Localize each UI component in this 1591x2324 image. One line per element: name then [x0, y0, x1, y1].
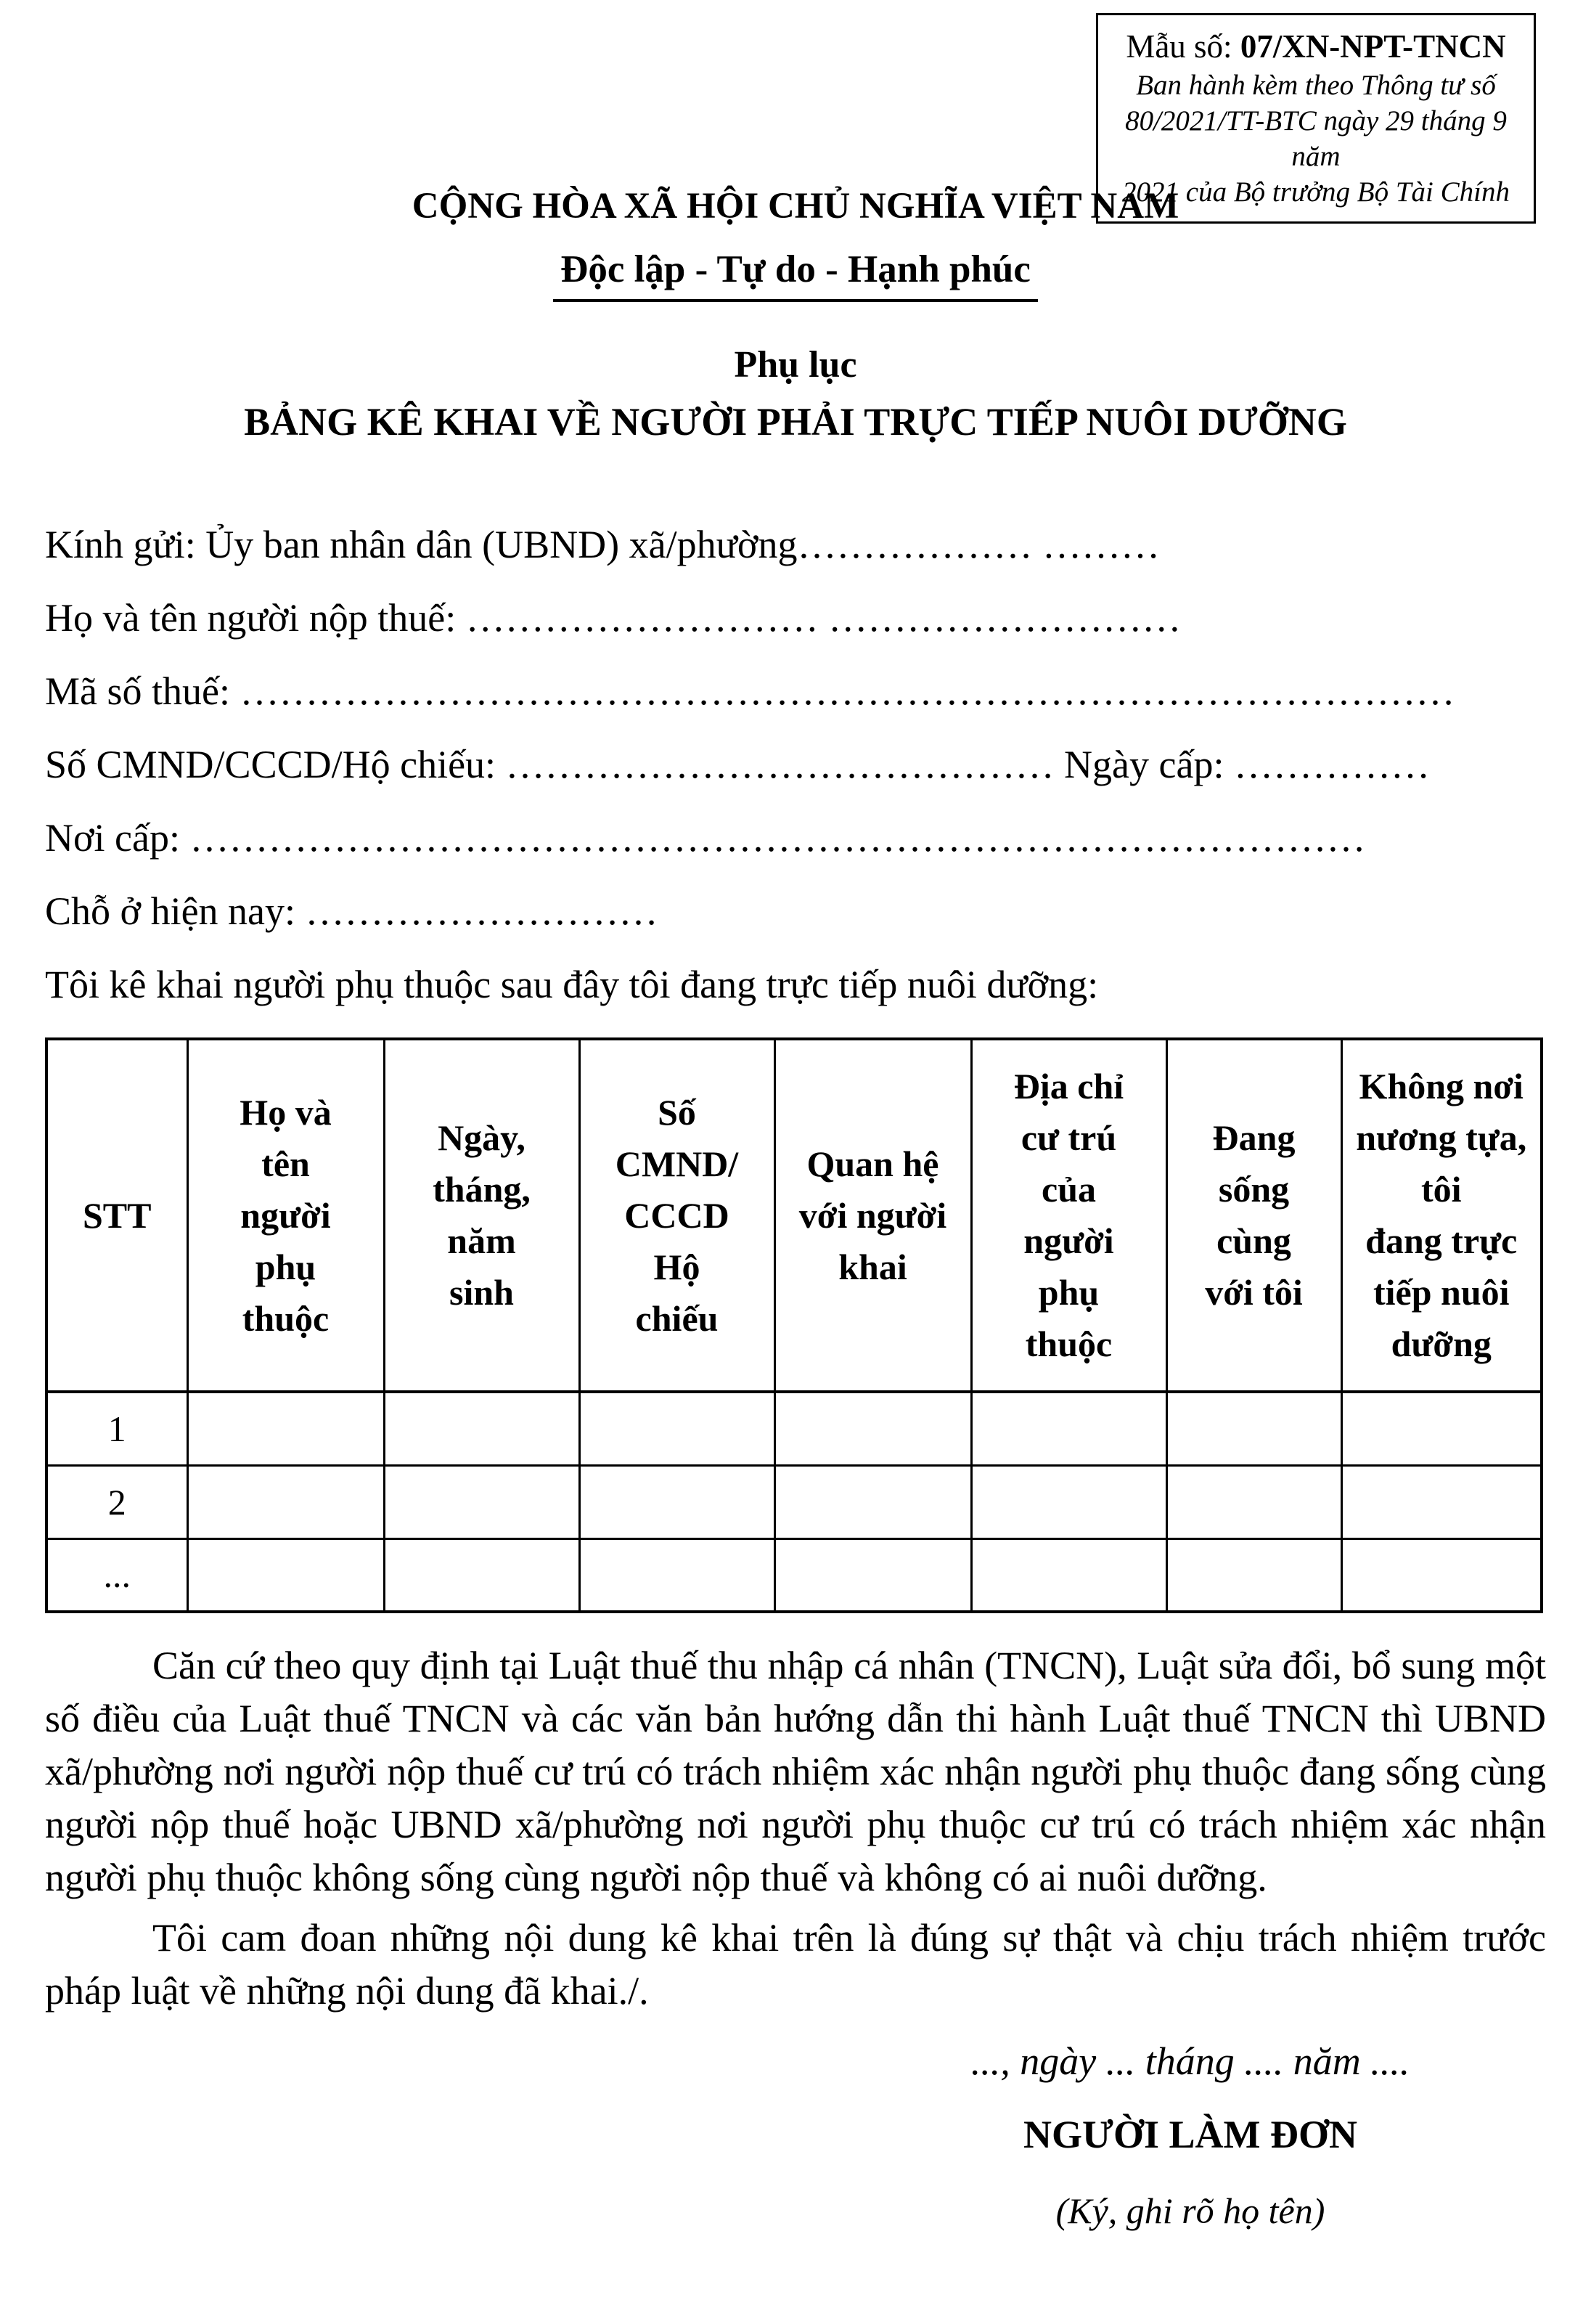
table-cell [187, 1392, 384, 1465]
table-cell [1341, 1392, 1542, 1465]
table-cell [971, 1392, 1166, 1465]
signature-note: (Ký, ghi rõ họ tên) [1055, 2190, 1325, 2231]
appendix-label: Phụ lục [734, 344, 857, 386]
table-cell [971, 1538, 1166, 1612]
form-issued-note-line-3: 2021 của Bộ trưởng Bộ Tài Chính [1122, 176, 1510, 208]
header-cell-so-cmnd: Số CMND/ CCCD Hộ chiếu [579, 1039, 774, 1392]
table-cell [384, 1538, 579, 1612]
table-cell [1166, 1538, 1341, 1612]
form-fields [45, 508, 1546, 1022]
signature-block [929, 2035, 1452, 2233]
table-cell [579, 1392, 774, 1465]
table-cell [187, 1538, 384, 1612]
cell-stt: ... [46, 1538, 187, 1612]
date-line: ..., ngày ... tháng .... năm .... [970, 2039, 1410, 2083]
cell-stt: 1 [46, 1392, 187, 1465]
legal-paragraph: Căn cứ theo quy định tại Luật thuế thu nhập cá nhân (TNCN), Luật sửa đổi, bổ sung một số điều của Luật thuế TNCN và các văn bản hướng dẫn thi hành Luật thuế TNCN thì UBND xã/phường nơi người nộp thuế cư trú có trách nhiệm xác nhận người phụ thuộc đang sống cùng người nộp thuế hoặc UBND xã/phường nơi người phụ thuộc cư trú có trách nhiệm xác nhận người phụ thuộc không sống cùng người nộp thuế và không có ai nuôi dưỡng. [45, 1644, 1546, 1899]
table-cell [971, 1465, 1166, 1538]
table-cell [187, 1465, 384, 1538]
form-issued-note-line-2: 80/2021/TT-BTC ngày 29 tháng 9 năm [1125, 105, 1507, 172]
table-cell [774, 1465, 971, 1538]
header-cell-dia-chi: Địa chỉ cư trú của người phụ thuộc [971, 1039, 1166, 1392]
header-cell-stt: STT [46, 1039, 187, 1392]
field-line-kinh-gui: Kính gửi: Ủy ban nhân dân (UBND) xã/phường……………… ……… [45, 523, 1160, 566]
field-line-cho-o-hien-nay: Chỗ ở hiện nay: ……………………… [45, 889, 658, 933]
declaration-intro: Tôi kê khai người phụ thuộc sau đây tôi đang trực tiếp nuôi dưỡng: [45, 963, 1099, 1006]
form-number-code: 07/XN-NPT-TNCN [1240, 28, 1506, 65]
field-line-so-cmnd-ngay-cap: Số CMND/CCCD/Hộ chiếu: …………………………………… Ngày cấp: …………… [45, 743, 1430, 786]
table-cell [384, 1465, 579, 1538]
commitment-paragraph: Tôi cam đoan những nội dung kê khai trên là đúng sự thật và chịu trách nhiệm trước pháp luật về những nội dung đã khai./. [45, 1916, 1546, 2013]
national-title: CỘNG HÒA XÃ HỘI CHỦ NGHĨA VIỆT NAM [412, 186, 1179, 227]
form-title: BẢNG KÊ KHAI VỀ NGƯỜI PHẢI TRỰC TIẾP NUÔI DƯỠNG [244, 400, 1347, 444]
table-row-3 [46, 1538, 1542, 1612]
form-number-line [1105, 25, 1526, 68]
table-cell [579, 1465, 774, 1538]
table-cell [1166, 1465, 1341, 1538]
header-cell-ho-ten-phu-thuoc: Họ và tên người phụ thuộc [187, 1039, 384, 1392]
table-cell [579, 1538, 774, 1612]
header-cell-quan-he: Quan hệ với người khai [774, 1039, 971, 1392]
form-issued-note-line-1: Ban hành kèm theo Thông tư số [1136, 70, 1496, 101]
table-row-1 [46, 1392, 1542, 1465]
field-line-ma-so-thue: Mã số thuế: ………………………………………………………………………………… [45, 669, 1455, 713]
header-cell-khong-noi-nuong-tua: Không nơi nương tựa, tôi đang trực tiếp nuôi dưỡng [1341, 1039, 1542, 1392]
table-cell [1341, 1465, 1542, 1538]
table-cell [774, 1392, 971, 1465]
cell-stt: 2 [46, 1465, 187, 1538]
table-cell [384, 1392, 579, 1465]
signer-title: NGƯỜI LÀM ĐƠN [1023, 2113, 1357, 2156]
header-cell-dang-song-cung: Đang sống cùng với tôi [1166, 1039, 1341, 1392]
field-line-ho-ten-nguoi-nop-thue: Họ và tên người nộp thuế: ……………………… ……………………… [45, 596, 1182, 640]
dependents-table [45, 1037, 1543, 1613]
form-number-label: Mẫu số: [1126, 28, 1232, 65]
table-header-row [46, 1039, 1542, 1392]
field-line-noi-cap: Nơi cấp: ……………………………………………………………………………… [45, 816, 1366, 860]
table-cell [1341, 1538, 1542, 1612]
table-row-2 [46, 1465, 1542, 1538]
national-motto: Độc lập - Tự do - Hạnh phúc [553, 245, 1038, 302]
table-cell [774, 1538, 971, 1612]
table-cell [1166, 1392, 1341, 1465]
form-number-box [1096, 13, 1536, 224]
header-cell-ngay-sinh: Ngày, tháng, năm sinh [384, 1039, 579, 1392]
